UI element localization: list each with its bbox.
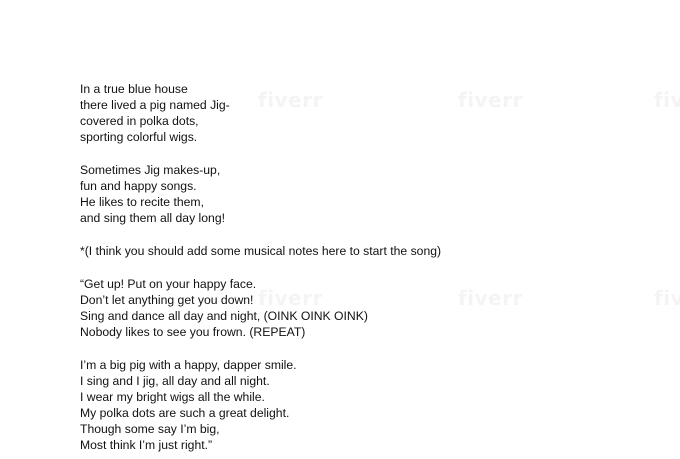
verse-line: I sing and I jig, all day and all night. xyxy=(80,374,270,388)
verse-line: I wear my bright wigs all the while. xyxy=(80,390,265,404)
verse-line: I’m a big pig with a happy, dapper smile. xyxy=(80,358,297,372)
verse-line: My polka dots are such a great delight. xyxy=(80,406,290,420)
watermark xyxy=(258,286,323,310)
chorus-line: Don’t let anything get you down! xyxy=(80,293,254,307)
verse-line: Though some say I’m big, xyxy=(80,422,220,436)
watermark xyxy=(458,286,523,310)
watermark xyxy=(258,88,323,112)
chorus-line: “Get up! Put on your happy face. xyxy=(80,277,257,291)
chorus-line: Sing and dance all day and night, (OINK OINK OINK) xyxy=(80,309,368,323)
watermark xyxy=(458,88,523,112)
poem-line: He likes to recite them, xyxy=(80,195,204,209)
poem-line: fun and happy songs. xyxy=(80,179,197,193)
poem-line: sporting colorful wigs. xyxy=(80,130,198,144)
watermark xyxy=(654,286,680,310)
poem-line: Sometimes Jig makes-up, xyxy=(80,163,221,177)
poem-line: In a true blue house xyxy=(80,82,188,96)
poem-line: and sing them all day long! xyxy=(80,211,225,225)
poem-line: there lived a pig named Jig- xyxy=(80,98,230,112)
chorus-line: Nobody likes to see you frown. (REPEAT) xyxy=(80,325,306,339)
verse-line: Most think I’m just right.” xyxy=(80,438,213,452)
editor-note: *(I think you should add some musical notes here to start the song) xyxy=(80,244,442,258)
watermark xyxy=(654,88,680,112)
poem-line: covered in polka dots, xyxy=(80,114,199,128)
